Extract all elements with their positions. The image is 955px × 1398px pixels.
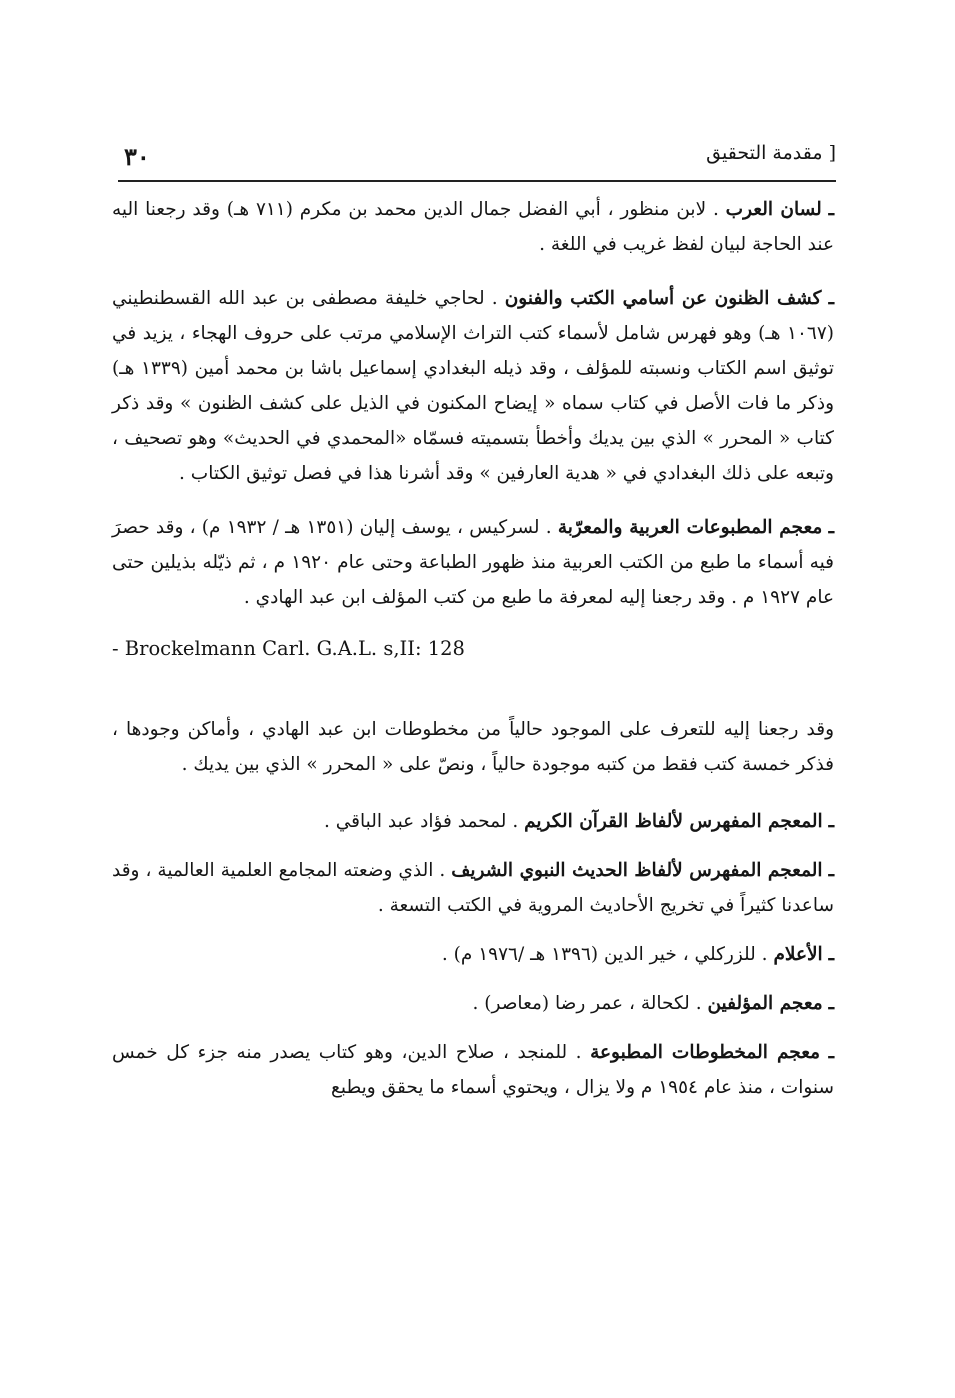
body-paragraph: وقد رجعنا إليه للتعرف على الموجود حالياً من مخطوطات ابن عبد الهادي ، وأماكن وجودها ، فذكر خمسة كتب فقط من كتبه موجودة حالياً ، ونصّ على « المحرر » الذي بين يديك .: [112, 719, 834, 775]
entry-dash: ـ: [828, 993, 834, 1014]
reference-entry: [112, 281, 834, 491]
entry-dash: ـ: [828, 288, 835, 309]
entry-dash: ـ: [828, 860, 834, 881]
entry-title: معجم المؤلفين: [707, 993, 823, 1014]
entry-text: . لكحالة ، عمر رضا (معاصر) .: [472, 993, 702, 1014]
reference-entry: [112, 937, 834, 972]
entry-title: الأعلام: [773, 944, 823, 965]
entry-text: . لسركيس ، يوسف إليان (١٣٥١ هـ / ١٩٣٢ م) ، وقد حصرَ فيه أسماء ما طبع من الكتب العربية منذ ظهور الطباعة وحتى عام ١٩٢٠ م ، ثم ذيّله بذيلين حتى عام ١٩٢٧ م . وقد رجعنا إليه لمعرفة ما طبع من كتب المؤلف ابن عبد الهادي .: [112, 517, 834, 608]
reference-entry: [112, 192, 834, 262]
entry-title: المعجم المفهرس لألفاظ القرآن الكريم: [524, 811, 823, 832]
entry-text: . الذي وضعته المجامع العلمية العالمية ، وقد ساعدنا كثيراً في تخريج الأحاديث المروية في الكتب التسعة .: [112, 860, 834, 916]
running-title: [ مقدمة التحقيق: [706, 142, 836, 164]
entry-dash: ـ: [828, 944, 834, 965]
entry-text: . للمنجد ، صلاح الدين، وهو كتاب يصدر منه جزء كل خمس سنوات ، منذ عام ١٩٥٤ م ولا يزال ، ويحتوي أسماء ما يحقق ويطبع: [112, 1042, 834, 1098]
entry-dash: ـ: [828, 811, 834, 832]
latin-reference: - Brockelmann Carl. G.A.L. s,II: 128: [112, 637, 465, 660]
entry-dash: ـ: [828, 199, 834, 220]
page-header: [118, 136, 836, 182]
entry-title: المعجم المفهرس لألفاظ الحديث النبوي الشريف: [451, 860, 823, 881]
entry-dash: ـ: [828, 1042, 834, 1063]
reference-entry: [112, 1035, 834, 1105]
entry-title: لسان العرب: [725, 199, 822, 220]
entry-title: معجم المطبوعات العربية والمعرّبة: [557, 517, 823, 538]
entry-dash: ـ: [828, 517, 834, 538]
entry-title: كشف الظنون عن أسامي الكتب والفنون: [504, 288, 822, 309]
entry-text: . لابن منظور ، أبي الفضل جمال الدين محمد بن مكرم (٧١١ هـ) وقد رجعنا اليه عند الحاجة لبيان لفظ غريب في اللغة .: [112, 199, 834, 255]
entry-text: . للزركلي ، خير الدين (١٣٩٦ هـ /١٩٧٦ م) .: [441, 944, 768, 965]
reference-entry: [112, 853, 834, 923]
page-body: [112, 192, 834, 1119]
reference-entry: [112, 510, 834, 615]
entry-title: معجم المخطوطات المطبوعة: [590, 1042, 821, 1063]
page-number: ٣٠: [124, 142, 150, 171]
entry-text: . لحاجي خليفة مصطفى بن عبد الله القسطنطيني (١٠٦٧ هـ) وهو فهرس شامل لأسماء كتب التراث الإسلامي مرتب على حروف الهجاء ، يزيد في توثيق اسم الكتاب ونسبته للمؤلف ، وقد ذيله البغدادي إسماعيل باشا بن محمد أمين (١٣٣٩ هـ) وذكر ما فات الأصل في كتاب سماه « إيضاح المكنون في الذيل على كشف الظنون » وقد ذكر كتاب « المحرر » الذي بين يديك وأخطأ بتسميته فسمّاه «المحمدي في الحديث» وهو تصحيف ، وتبعه على ذلك البغدادي في « هدية العارفين » وقد أشرنا هذا في فصل توثيق الكتاب .: [112, 288, 834, 484]
reference-entry: [112, 804, 834, 839]
entry-text: . لمحمد فؤاد عبد الباقي .: [323, 811, 519, 832]
reference-entry: [112, 986, 834, 1021]
